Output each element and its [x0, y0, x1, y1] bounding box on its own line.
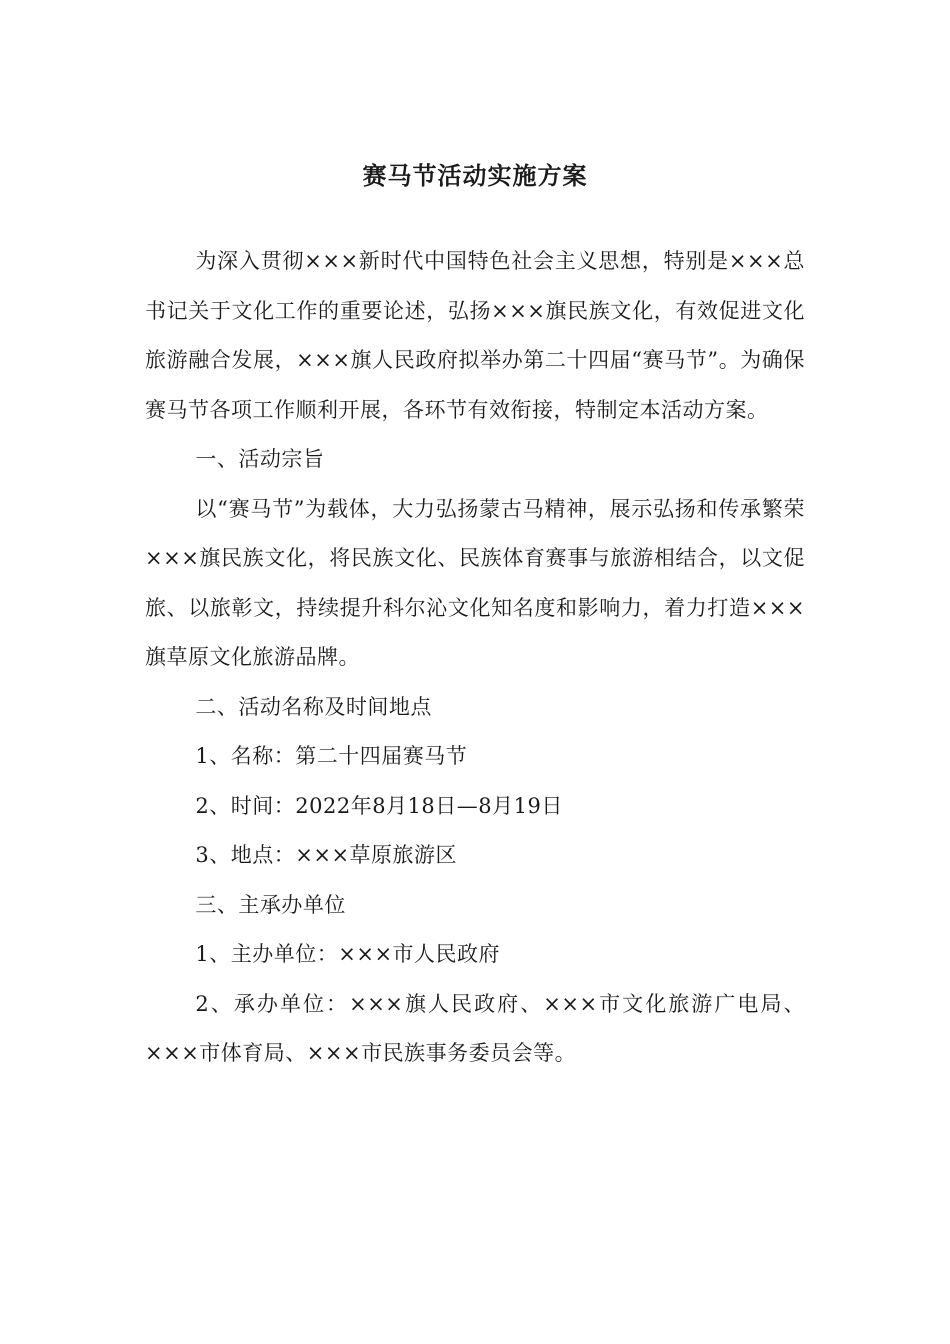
intro-paragraph: 为深入贯彻×××新时代中国特色社会主义思想，特别是×××总书记关于文化工作的重要论述，弘扬×××旗民族文化，有效促进文化旅游融合发展，×××旗人民政府拟举办第二十四届“赛马节”。为确保赛马节各项工作顺利开展，各环节有效衔接，特制定本活动方案。 [145, 249, 805, 422]
item-place: 3、地点：×××草原旅游区 [195, 843, 458, 867]
document-title: 赛马节活动实施方案 [362, 161, 588, 190]
item-name: 1、名称：第二十四届赛马节 [195, 744, 468, 768]
section-heading-purpose: 一、活动宗旨 [195, 447, 325, 471]
item-organizer: 2、承办单位：×××旗人民政府、×××市文化旅游广电局、×××市体育局、×××市民族事务委员会等。 [145, 991, 805, 1065]
section-heading-name-time-place: 二、活动名称及时间地点 [195, 694, 432, 719]
purpose-paragraph: 以“赛马节”为载体，大力弘扬蒙古马精神，展示弘扬和传承繁荣×××旗民族文化，将民族文化、民族体育赛事与旅游相结合，以文促旅、以旅彰文，持续提升科尔沁文化知名度和影响力，着力打造×××旗草原文化旅游品牌。 [145, 496, 805, 669]
item-host: 1、主办单位：×××市人民政府 [195, 942, 501, 966]
section-heading-organizers: 三、主承办单位 [195, 892, 346, 917]
item-time: 2、时间：2022年8月18日—8月19日 [195, 793, 563, 818]
document-body [145, 237, 805, 1079]
